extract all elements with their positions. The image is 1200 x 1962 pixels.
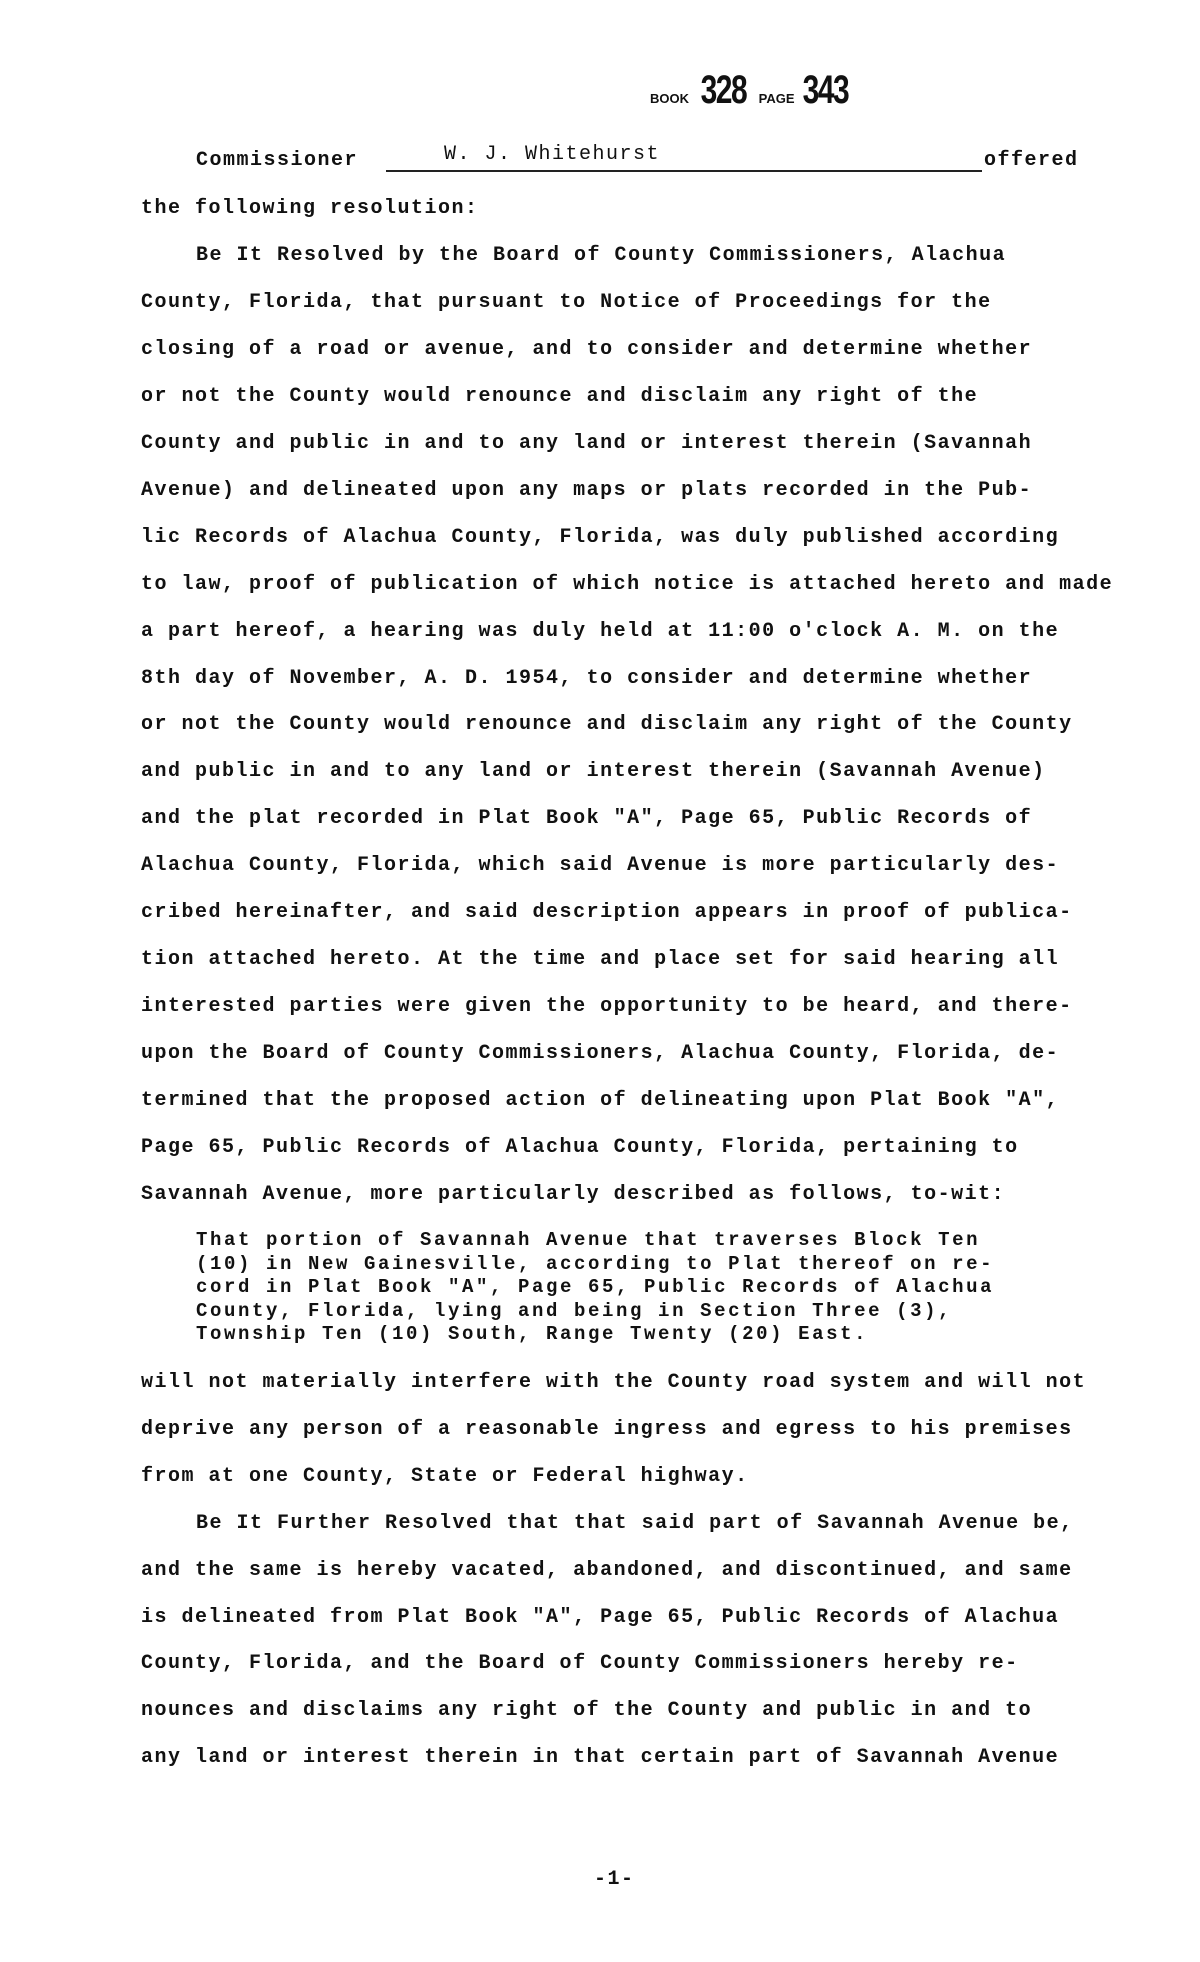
paragraph-line: interested parties were given the opportunity to be heard, and there- [141, 995, 1073, 1019]
description-line: Township Ten (10) South, Range Twenty (20) East. [196, 1323, 869, 1346]
paragraph-line: and the plat recorded in Plat Book "A", Page 65, Public Records of [141, 807, 1033, 831]
paragraph-line: Avenue) and delineated upon any maps or plats recorded in the Pub- [141, 478, 1033, 502]
paragraph-line: Page 65, Public Records of Alachua County, Florida, pertaining to [141, 1136, 1019, 1159]
description-line: cord in Plat Book "A", Page 65, Public Records of Alachua [196, 1276, 995, 1299]
intro-line: the following resolution: [141, 197, 479, 220]
page-number-stamp: 343 [802, 68, 848, 112]
book-number: 328 [701, 68, 747, 112]
paragraph-line: County, Florida, and the Board of County Commissioners hereby re- [141, 1652, 1019, 1676]
commissioner-line [196, 144, 1096, 174]
continuation-line: from at one County, State or Federal highway. [141, 1464, 749, 1488]
paragraph-line: nounces and disclaims any right of the County and public in and to [141, 1699, 1033, 1723]
paragraph-line: closing of a road or avenue, and to consider and determine whether [141, 337, 1033, 361]
paragraph-line: a part hereof, a hearing was duly held at 11:00 o'clock A. M. on the [141, 619, 1060, 643]
continuation-line: will not materially interfere with the County road system and will not [141, 1370, 1087, 1394]
page-label: PAGE [758, 91, 795, 106]
paragraph-line: Be It Further Resolved that that said part of Savannah Avenue be, [196, 1511, 1074, 1535]
paragraph-line: any land or interest therein in that certain part of Savannah Avenue [141, 1746, 1060, 1770]
paragraph-line: and public in and to any land or interest therein (Savannah Avenue) [141, 760, 1046, 784]
paragraph-line: Alachua County, Florida, which said Avenue is more particularly des- [141, 854, 1060, 878]
paragraph-line: County and public in and to any land or interest therein (Savannah [141, 431, 1033, 455]
paragraph-line: termined that the proposed action of delineating upon Plat Book "A", [141, 1089, 1060, 1113]
signature-underline [386, 170, 982, 172]
paragraph-line: tion attached hereto. At the time and place set for said hearing all [141, 948, 1060, 972]
paragraph-line: lic Records of Alachua County, Florida, was duly published according [141, 525, 1060, 549]
paragraph-line: or not the County would renounce and disclaim any right of the County [141, 713, 1073, 737]
paragraph-line: Savannah Avenue, more particularly described as follows, to-wit: [141, 1182, 1006, 1206]
description-line: That portion of Savannah Avenue that traverses Block Ten [196, 1229, 981, 1251]
description-line: County, Florida, lying and being in Section Three (3), [196, 1299, 953, 1322]
paragraph-line: County, Florida, that pursuant to Notice of Proceedings for the [141, 290, 992, 314]
continuation-line: deprive any person of a reasonable ingress and egress to his premises [141, 1417, 1073, 1441]
book-label: BOOK [650, 91, 689, 106]
paragraph-line: cribed hereinafter, and said description appears in proof of publica- [141, 901, 1073, 925]
paragraph-line: Be It Resolved by the Board of County Commissioners, Alachua [196, 243, 1007, 267]
page-number: -1- [594, 1868, 635, 1891]
commissioner-name: W. J. Whitehurst [444, 143, 661, 166]
paragraph-line: 8th day of November, A. D. 1954, to consider and determine whether [141, 666, 1033, 690]
paragraph-line: upon the Board of County Commissioners, Alachua County, Florida, de- [141, 1042, 1060, 1066]
paragraph-line: to law, proof of publication of which notice is attached hereto and made [141, 572, 1114, 596]
paragraph-line: is delineated from Plat Book "A", Page 65, Public Records of Alachua [141, 1605, 1060, 1629]
commissioner-label: Commissioner [196, 149, 359, 172]
paragraph-line: and the same is hereby vacated, abandoned, and discontinued, and same [141, 1558, 1073, 1582]
paragraph-line: or not the County would renounce and disclaim any right of the [141, 384, 979, 408]
description-line: (10) in New Gainesville, according to Plat thereof on re- [196, 1252, 995, 1275]
book-page-reference [650, 68, 855, 113]
offered-label: offered [984, 149, 1079, 172]
